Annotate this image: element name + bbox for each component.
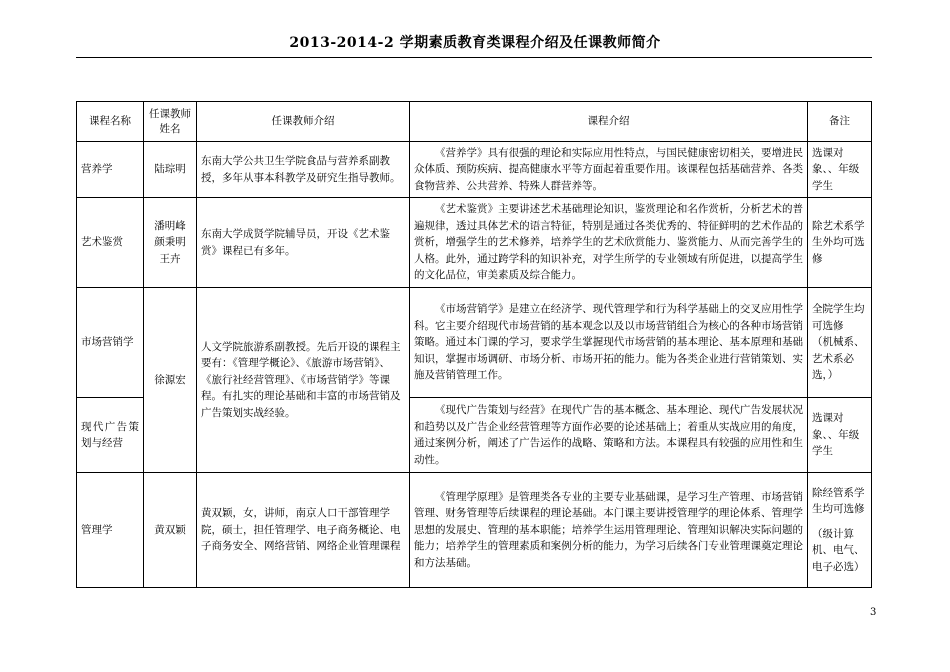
page-number: 3 — [870, 607, 877, 618]
teacher-name: 徐源宏 — [144, 288, 197, 473]
col-header-note: 备注 — [808, 102, 872, 142]
course-name: 管理学 — [77, 473, 144, 588]
page-title: 2013-2014-2 学期素质教育类课程介绍及任课教师简介 — [289, 35, 661, 51]
course-intro: 《艺术鉴赏》主要讲述艺术基础理论知识，鉴赏理论和名作赏析，分析艺术的普遍规律，透过具体艺术的语言特征，特别是通过各类优秀的、特征鲜明的艺术作品的赏析，增强学生的艺术修养，培养学生的艺术欣赏能力、鉴赏能力、从而完善学生的人格。此外，通过跨学科的知识补充，对学生所学的专业领域有所促进，以提高学生的文化品位，审美素质及综合能力。 — [410, 198, 808, 288]
course-name: 营养学 — [77, 142, 144, 198]
teacher-intro: 人文学院旅游系副教授。先后开设的课程主要有：《管理学概论》、《旅游市场营销》、《旅行社经营管理》、《市场营销学》等课程。有扎实的理论基础和丰富的市场营销及广告策划实战经验。 — [197, 288, 410, 473]
note-required: （级计算机、电气、电子必选） — [812, 527, 865, 573]
table-row — [77, 473, 872, 588]
note-primary: 全院学生均可选修 — [812, 303, 865, 332]
col-header-teacher: 任课教师姓名 — [144, 102, 197, 142]
course-name: 市场营销学 — [77, 288, 144, 398]
col-header-course: 课程名称 — [77, 102, 144, 142]
note-required: （机械系、艺术系必选，） — [812, 336, 865, 382]
note — [808, 473, 872, 588]
note-spacer — [812, 518, 867, 526]
course-intro: 《管理学原理》是管理类各专业的主要专业基础课，是学习生产管理、市场营销管理、财务管理等后续课程的理论基础。本门课主要讲授管理学的理论体系、管理学思想的发展史、管理的基本职能；培养学生运用管理理论、管理知识解决实际问题的能力；培养学生的管理素质和案例分析的能力，为学习后续各门专业管理课奠定理论和方法基础。 — [410, 473, 808, 588]
table-row — [77, 288, 872, 398]
note: 选课对象、、年级学生 — [808, 142, 872, 198]
teacher-intro: 东南大学公共卫生学院食品与营养系副教授，多年从事本科教学及研究生指导教师。 — [197, 142, 410, 198]
teacher-intro: 东南大学成贤学院辅导员，开设《艺术鉴赏》课程已有多年。 — [197, 198, 410, 288]
table-row — [77, 198, 872, 288]
table-row — [77, 142, 872, 198]
course-intro: 《市场营销学》是建立在经济学、现代管理学和行为科学基础上的交叉应用性学科。它主要介绍现代市场营销的基本观念以及以市场营销组合为核心的各种市场营销策略。通过本门课的学习，要求学生掌握现代市场营销的基本理论、基本原理和基础知识，掌握市场调研、市场分析、市场开拓的能力。能为各类企业进行营销策划、实施及营销管理工作。 — [410, 288, 808, 398]
title-rule — [76, 57, 872, 58]
teacher-name: 潘明峰 颜秉明 王卉 — [144, 198, 197, 288]
teacher-name: 陆琮明 — [144, 142, 197, 198]
course-table — [76, 101, 872, 588]
note: 除艺术系学生外均可选修 — [808, 198, 872, 288]
note: 选课对象、、年级学生 — [808, 398, 872, 473]
course-name: 艺术鉴赏 — [77, 198, 144, 288]
course-name: 现代广告策划与经营 — [77, 398, 144, 473]
teacher-name: 黄双颖 — [144, 473, 197, 588]
note — [808, 288, 872, 398]
col-header-course-intro: 课程介绍 — [410, 102, 808, 142]
teacher-intro: 黄双颖，女，讲师，南京人口干部管理学院，硕士，担任管理学、电子商务概论、电子商务安全、网络营销、网络企业管理课程 — [197, 473, 410, 588]
col-header-teacher-intro: 任课教师介绍 — [197, 102, 410, 142]
course-intro: 《现代广告策划与经营》在现代广告的基本概念、基本理论、现代广告发展状况和趋势以及广告企业经营管理等方面作必要的论述基础上；着重从实战应用的角度，通过案例分析，阐述了广告运作的战略、策略和方法。本课程具有较强的应用性和生动性。 — [410, 398, 808, 473]
table-header-row — [77, 102, 872, 142]
note-primary: 除经管系学生均可选修 — [812, 486, 865, 516]
course-intro: 《营养学》具有很强的理论和实际应用性特点，与国民健康密切相关，要增进民众体质、预防疾病、提高健康水平等方面起着重要作用。该课程包括基础营养、各类食物营养、公共营养、特殊人群营养等。 — [410, 142, 808, 198]
